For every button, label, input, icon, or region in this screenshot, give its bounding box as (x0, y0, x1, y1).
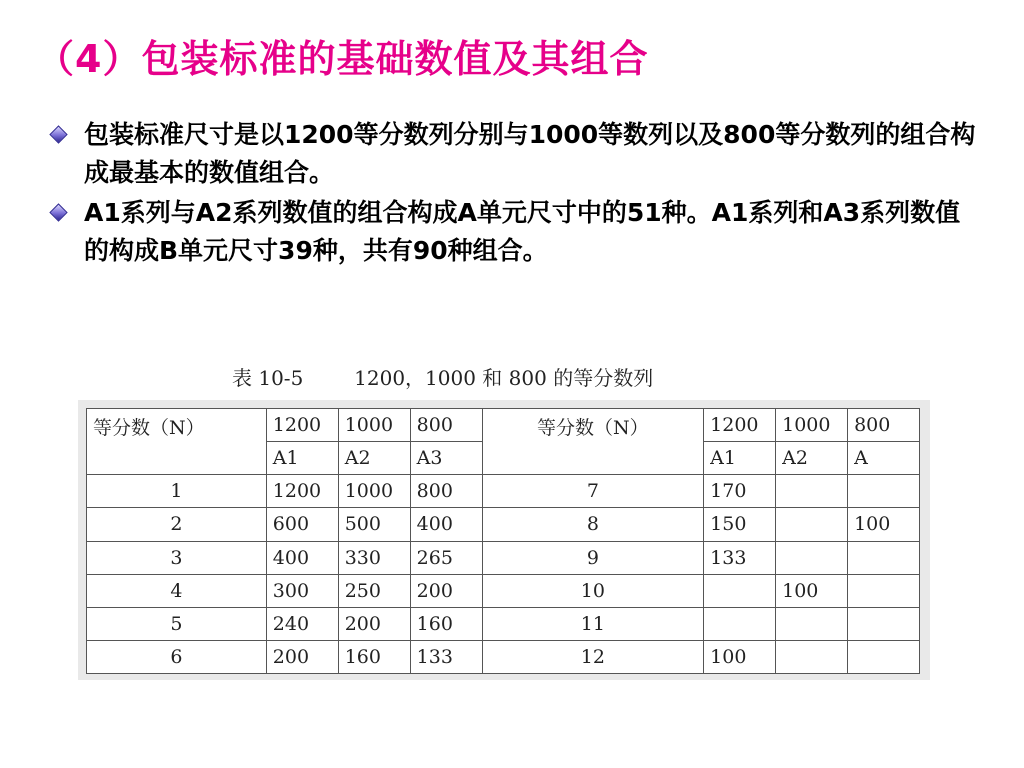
slide-title: （4）包装标准的基础数值及其组合 (36, 37, 649, 81)
table-cell: 400 (410, 508, 482, 541)
table-cell: 250 (338, 574, 410, 607)
table-cell (848, 640, 920, 673)
table-cell: 10 (482, 574, 704, 607)
table-cell: 170 (704, 475, 776, 508)
table-cell: 500 (338, 508, 410, 541)
header-cell: 1000 (338, 409, 410, 442)
table-cell: 150 (704, 508, 776, 541)
table-cell: 2 (87, 508, 267, 541)
table-row (87, 574, 920, 607)
table-cell: 300 (266, 574, 338, 607)
table-cell (776, 541, 848, 574)
header-cell: 1200 (704, 409, 776, 442)
table-cell: 1200 (266, 475, 338, 508)
table-cell: 11 (482, 607, 704, 640)
table-cell: 160 (338, 640, 410, 673)
table-cell (704, 607, 776, 640)
table-cell: 200 (410, 574, 482, 607)
table-header-row (87, 409, 920, 442)
header-cell: A1 (266, 442, 338, 475)
table-cell: 133 (704, 541, 776, 574)
table-cell: 9 (482, 541, 704, 574)
table-cell: 1 (87, 475, 267, 508)
table-cell: 5 (87, 607, 267, 640)
table-row (87, 607, 920, 640)
table-cell: 600 (266, 508, 338, 541)
table-cell (848, 574, 920, 607)
header-cell: 800 (410, 409, 482, 442)
header-cell-n: 等分数（N） (482, 409, 704, 475)
bullet-text: A1系列与A2系列数值的组合构成A单元尺寸中的51种。A1系列和A3系列数值的构成B单元尺寸39种，共有90种组合。 (84, 198, 961, 265)
table-cell: 7 (482, 475, 704, 508)
table-cell: 240 (266, 607, 338, 640)
table-cell (848, 607, 920, 640)
table-cell: 1000 (338, 475, 410, 508)
header-cell: 1200 (266, 409, 338, 442)
header-cell: A2 (776, 442, 848, 475)
table-caption: 表 10-5 1200，1000 和 800 的等分数列 (232, 366, 654, 390)
bullet-text: 包装标准尺寸是以1200等分数列分别与1000等数列以及800等分数列的组合构成最基本的数值组合。 (84, 120, 976, 187)
table-cell: 200 (266, 640, 338, 673)
header-cell: A2 (338, 442, 410, 475)
table-cell: 100 (848, 508, 920, 541)
table-row (87, 640, 920, 673)
header-cell: A (848, 442, 920, 475)
table-cell: 133 (410, 640, 482, 673)
diamond-bullet-icon (49, 125, 67, 143)
table-cell: 8 (482, 508, 704, 541)
table-cell: 330 (338, 541, 410, 574)
table-cell (776, 475, 848, 508)
table-cell (848, 541, 920, 574)
header-cell: 1000 (776, 409, 848, 442)
table-row (87, 541, 920, 574)
bullet-item (46, 194, 976, 270)
bullet-item (46, 116, 976, 192)
table-image-frame (78, 400, 930, 680)
table-cell (776, 508, 848, 541)
table-cell (776, 640, 848, 673)
table-cell: 4 (87, 574, 267, 607)
table-cell: 265 (410, 541, 482, 574)
header-cell: 800 (848, 409, 920, 442)
table-row (87, 475, 920, 508)
division-series-table (86, 408, 920, 674)
header-cell-n: 等分数（N） (87, 409, 267, 475)
table-row (87, 508, 920, 541)
table-cell: 800 (410, 475, 482, 508)
table-cell: 100 (776, 574, 848, 607)
table-cell: 160 (410, 607, 482, 640)
table-cell (704, 574, 776, 607)
table-cell (776, 607, 848, 640)
table-cell: 6 (87, 640, 267, 673)
diamond-bullet-icon (49, 203, 67, 221)
table-cell: 12 (482, 640, 704, 673)
table-cell: 3 (87, 541, 267, 574)
header-cell: A1 (704, 442, 776, 475)
table-cell: 200 (338, 607, 410, 640)
table-cell: 400 (266, 541, 338, 574)
header-cell: A3 (410, 442, 482, 475)
bullet-list (46, 116, 976, 272)
table-cell: 100 (704, 640, 776, 673)
table-cell (848, 475, 920, 508)
